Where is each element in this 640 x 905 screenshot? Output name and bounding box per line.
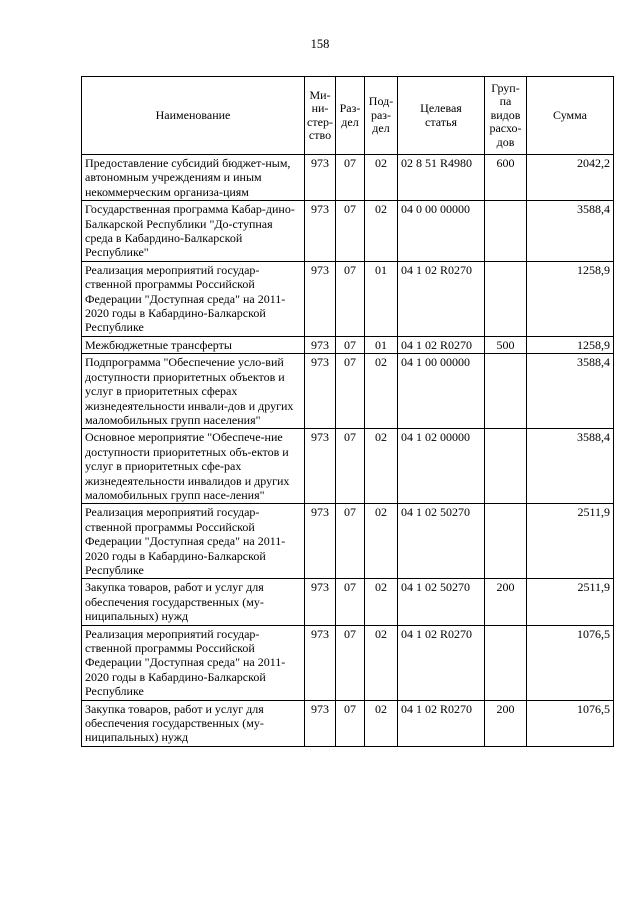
cell-group (485, 261, 527, 336)
table-row (82, 504, 614, 579)
cell-group (485, 625, 527, 700)
cell-target: 04 1 02 R0270 (398, 625, 485, 700)
cell-target: 02 8 51 R4980 (398, 155, 485, 201)
cell-name: Реализация мероприятий государ-ственной программы Российской Федерации "Доступная среда" на 2011-2020 годы в Кабардино-Балкарской Республике (82, 504, 305, 579)
cell-section: 07 (336, 504, 365, 579)
cell-subsection: 01 (365, 261, 398, 336)
header-ministry: Ми- ни- стер- ство (305, 77, 336, 155)
cell-sum: 3588,4 (527, 354, 614, 429)
table-row (82, 201, 614, 262)
header-row (82, 77, 614, 155)
cell-name: Основное мероприятие "Обеспече-ние доступности приоритетных объ-ектов и услуг в приоритетных сфе-рах жизнедеятельности инвалидов и других маломобильных групп насе-ления" (82, 429, 305, 504)
table-row (82, 700, 614, 746)
cell-sum: 1076,5 (527, 700, 614, 746)
cell-ministry: 973 (305, 261, 336, 336)
cell-target: 04 1 02 50270 (398, 579, 485, 625)
header-name: Наименование (82, 77, 305, 155)
cell-group: 200 (485, 700, 527, 746)
cell-name: Реализация мероприятий государ-ственной программы Российской Федерации "Доступная среда" на 2011-2020 годы в Кабардино-Балкарской Республике (82, 625, 305, 700)
cell-section: 07 (336, 336, 365, 353)
cell-name: Закупка товаров, работ и услуг для обеспечения государственных (му-ниципальных) нужд (82, 700, 305, 746)
cell-target: 04 1 00 00000 (398, 354, 485, 429)
cell-sum: 3588,4 (527, 429, 614, 504)
cell-section: 07 (336, 354, 365, 429)
cell-group: 600 (485, 155, 527, 201)
cell-ministry: 973 (305, 429, 336, 504)
header-section: Раз- дел (336, 77, 365, 155)
cell-name: Предоставление субсидий бюджет-ным, автономным учреждениям и иным некоммерческим организа-циям (82, 155, 305, 201)
header-sum: Сумма (527, 77, 614, 155)
cell-ministry: 973 (305, 700, 336, 746)
cell-subsection: 02 (365, 201, 398, 262)
cell-sum: 1258,9 (527, 336, 614, 353)
cell-sum: 1076,5 (527, 625, 614, 700)
cell-group (485, 354, 527, 429)
cell-target: 04 1 02 R0270 (398, 261, 485, 336)
cell-subsection: 02 (365, 625, 398, 700)
cell-ministry: 973 (305, 354, 336, 429)
cell-name: Подпрограмма "Обеспечение усло-вий доступности приоритетных объектов и услуг в приоритетных сферах жизнедеятельности инвали-дов и других маломобильных групп населения" (82, 354, 305, 429)
cell-group: 500 (485, 336, 527, 353)
cell-ministry: 973 (305, 504, 336, 579)
cell-section: 07 (336, 700, 365, 746)
cell-section: 07 (336, 201, 365, 262)
table-row (82, 429, 614, 504)
cell-name: Реализация мероприятий государ-ственной программы Российской Федерации "Доступная среда" на 2011-2020 годы в Кабардино-Балкарской Республике (82, 261, 305, 336)
cell-group: 200 (485, 579, 527, 625)
cell-subsection: 02 (365, 354, 398, 429)
cell-section: 07 (336, 155, 365, 201)
cell-target: 04 0 00 00000 (398, 201, 485, 262)
cell-group (485, 201, 527, 262)
cell-section: 07 (336, 429, 365, 504)
header-subsection: Под- раз- дел (365, 77, 398, 155)
cell-ministry: 973 (305, 201, 336, 262)
cell-sum: 2511,9 (527, 504, 614, 579)
table-row (82, 336, 614, 353)
cell-subsection: 02 (365, 155, 398, 201)
cell-sum: 1258,9 (527, 261, 614, 336)
cell-ministry: 973 (305, 579, 336, 625)
cell-name: Межбюджетные трансферты (82, 336, 305, 353)
budget-table (81, 76, 614, 747)
cell-target: 04 1 02 R0270 (398, 336, 485, 353)
cell-subsection: 02 (365, 700, 398, 746)
cell-subsection: 02 (365, 429, 398, 504)
table-row (82, 155, 614, 201)
cell-target: 04 1 02 50270 (398, 504, 485, 579)
cell-group (485, 429, 527, 504)
page-number: 158 (310, 37, 330, 51)
table-row (82, 354, 614, 429)
cell-sum: 3588,4 (527, 201, 614, 262)
cell-subsection: 02 (365, 504, 398, 579)
table-body (82, 155, 614, 747)
cell-subsection: 01 (365, 336, 398, 353)
cell-name: Государственная программа Кабар-дино-Балкарской Республики "До-ступная среда в Кабардино-Балкарской Республике" (82, 201, 305, 262)
cell-group (485, 504, 527, 579)
cell-ministry: 973 (305, 625, 336, 700)
cell-section: 07 (336, 261, 365, 336)
cell-ministry: 973 (305, 336, 336, 353)
cell-sum: 2042,2 (527, 155, 614, 201)
header-target: Целевая статья (398, 77, 485, 155)
cell-target: 04 1 02 00000 (398, 429, 485, 504)
cell-sum: 2511,9 (527, 579, 614, 625)
cell-target: 04 1 02 R0270 (398, 700, 485, 746)
cell-section: 07 (336, 579, 365, 625)
table-row (82, 579, 614, 625)
table-row (82, 261, 614, 336)
cell-section: 07 (336, 625, 365, 700)
cell-name: Закупка товаров, работ и услуг для обеспечения государственных (му-ниципальных) нужд (82, 579, 305, 625)
header-group: Груп- па видов расхо- дов (485, 77, 527, 155)
table-row (82, 625, 614, 700)
cell-ministry: 973 (305, 155, 336, 201)
cell-subsection: 02 (365, 579, 398, 625)
